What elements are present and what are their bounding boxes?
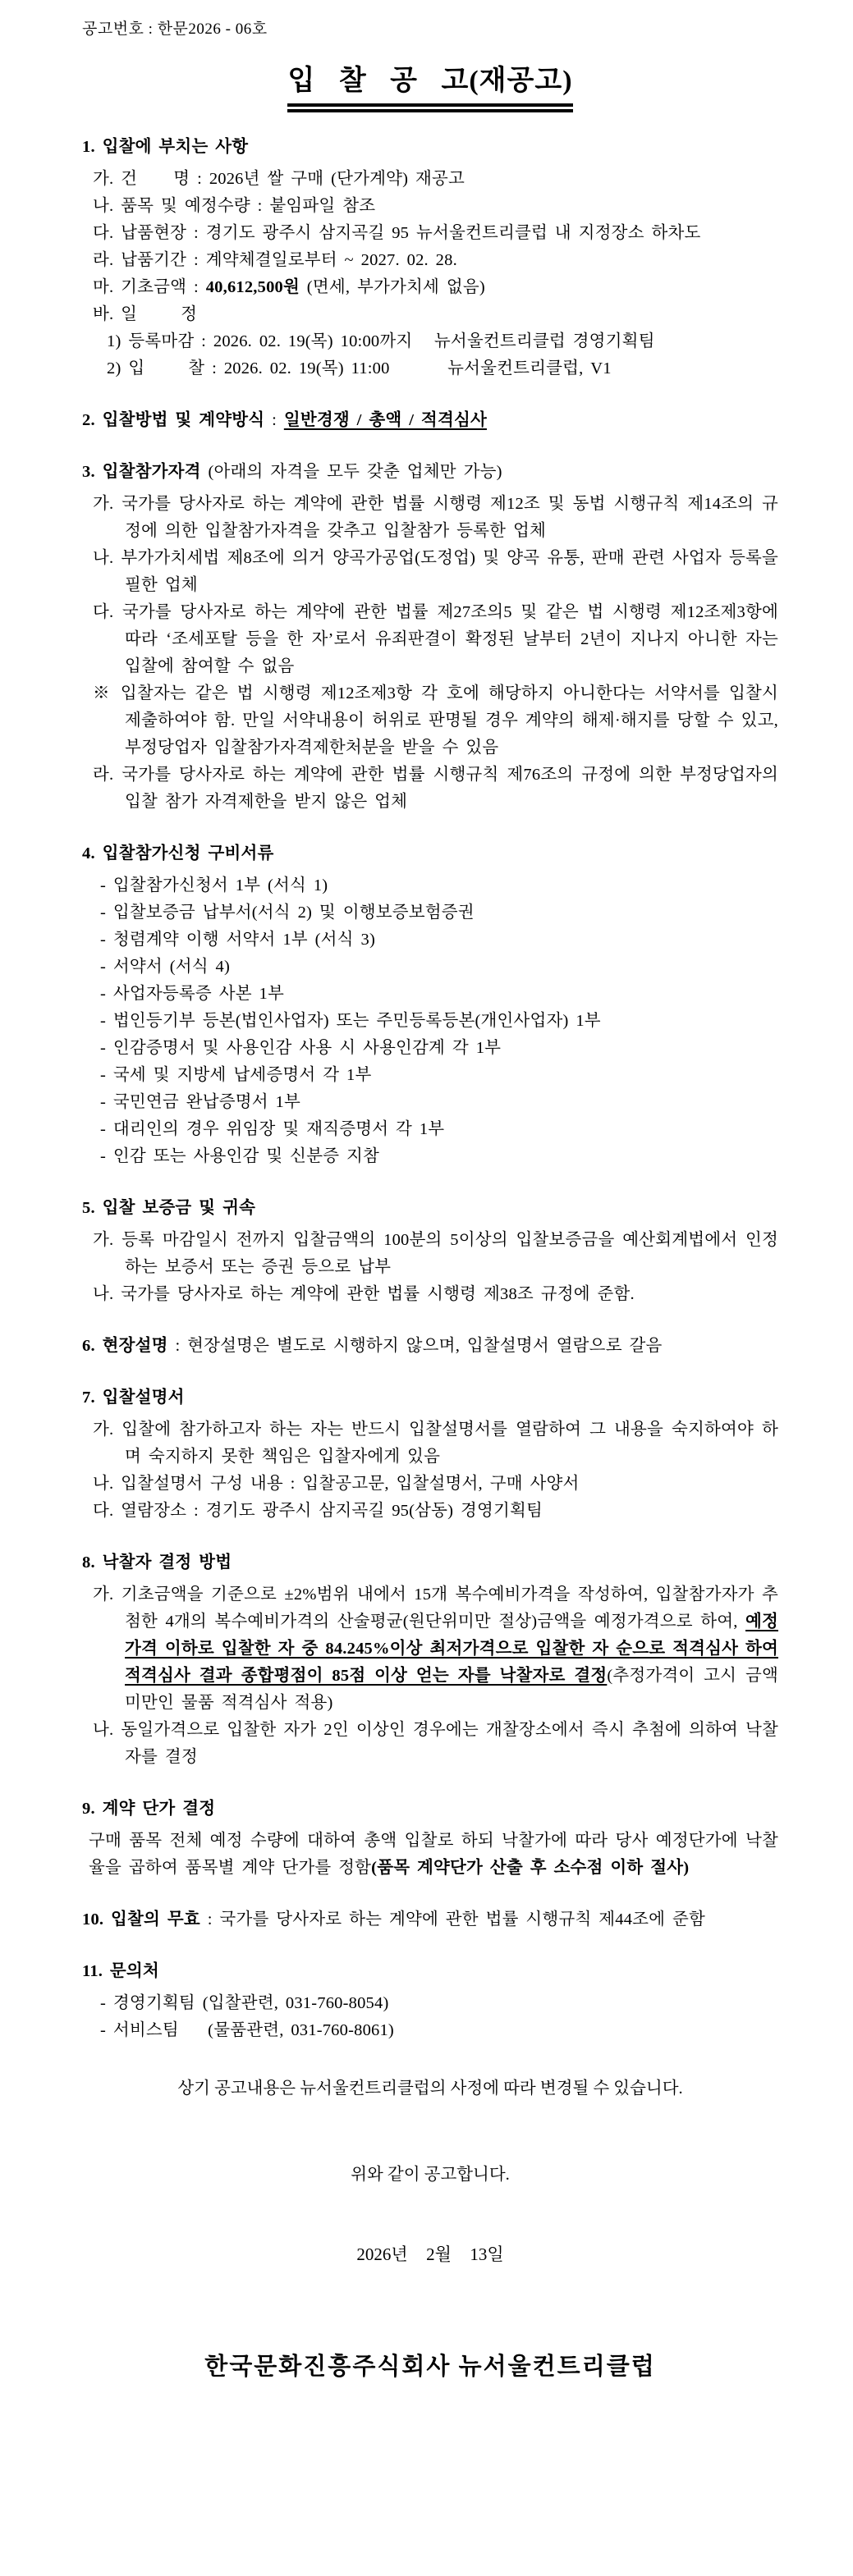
line-label: 가.: [93, 1585, 122, 1604]
text-run: 품목 및 예정수량 : 붙임파일 참조: [121, 197, 376, 215]
line-label: -: [100, 1093, 113, 1111]
text-line: [82, 762, 778, 816]
text-line: [82, 1035, 778, 1062]
text-run: 사업자등록증 사본 1부: [112, 985, 284, 1003]
text-run: 국가를 당사자로 하는 계약에 관한 법률 시행령 제38조 규정에 준함.: [121, 1285, 635, 1303]
section-heading: [82, 1958, 778, 1985]
section: [82, 407, 778, 434]
text-run: 입찰보증금 납부서(서식 2) 및 이행보증보험증권: [112, 904, 475, 922]
line-label: 가.: [93, 170, 122, 188]
section-heading-text: 7. 입찰설명서: [82, 1389, 185, 1407]
text-line: [82, 247, 778, 274]
text-line: [82, 220, 778, 247]
text-line: [82, 301, 778, 328]
text-line: [82, 1498, 778, 1525]
line-label: 라.: [93, 251, 122, 269]
line-label: -: [100, 2021, 113, 2039]
company-name: 한국문화진흥주식회사 뉴서울컨트리클럽: [204, 2354, 656, 2380]
announcement-date: 2026년 2월 13일: [356, 2244, 504, 2264]
section: [82, 1796, 778, 1882]
text-run: 국가를 당사자로 하는 계약에 관한 법률 시행령 제12조 및 동법 시행규칙 제14조의 규정에 의한 입찰참가자격을 갖추고 입찰참가 등록한 업체: [122, 495, 779, 540]
section-heading-text: 4. 입찰참가신청 구비서류: [82, 844, 274, 862]
line-label: -: [100, 1120, 113, 1138]
section: [82, 134, 778, 382]
line-label: 나.: [93, 1285, 122, 1303]
line-label: -: [100, 876, 113, 895]
text-line: [82, 927, 778, 954]
text-run: (추정가격이 고시 금액 미만인 물품 적격심사 적용): [125, 1667, 778, 1712]
line-label: -: [100, 931, 113, 949]
line-label: -: [100, 1147, 113, 1165]
section-heading: [82, 1796, 778, 1823]
section-heading: [82, 1906, 778, 1933]
text-line: [82, 1008, 778, 1035]
line-label: -: [100, 985, 113, 1003]
text-line: [82, 1717, 778, 1771]
section: [82, 1195, 778, 1308]
text-line: [82, 1281, 778, 1308]
text-run: 열람장소 : 경기도 광주시 삼지곡길 95(삼동) 경영기획팀: [121, 1502, 543, 1520]
section-heading-text: 10. 입찰의 무효: [82, 1910, 200, 1929]
text-line: [82, 1227, 778, 1281]
text-run: 입찰에 참가하고자 하는 자는 반드시 입찰설명서를 열람하여 그 내용을 숙지하여야 하며 숙지하지 못한 책임은 입찰자에게 있음: [122, 1421, 778, 1466]
line-label: -: [100, 1066, 113, 1084]
line-label: 다.: [93, 224, 122, 242]
text-run: 일반경쟁 / 총액 / 적격심사: [283, 411, 487, 429]
text-line: [82, 899, 778, 927]
line-label: -: [100, 1012, 113, 1030]
text-line: [82, 193, 778, 220]
text-line: [82, 2017, 778, 2044]
text-line: [82, 1416, 778, 1471]
line-label: -: [100, 958, 113, 976]
text-run: 서비스팀 (물품관련, 031-760-8061): [112, 2021, 394, 2039]
text-run: (품목 계약단가 산출 후 소수점 이하 절사): [371, 1859, 690, 1877]
line-label: 2): [107, 359, 129, 377]
section-heading: [82, 407, 778, 434]
text-run: 기초금액을 기준으로 ±2%범위 내에서 15개 복수예비가격을 작성하여, 입찰참가자가 추첨한 4개의 복수예비가격의 산술평균(원단위미만 절상)금액을 예정가격으로 하여,: [121, 1585, 778, 1631]
sections: [82, 134, 778, 2044]
text-run: 건 명 : 2026년 쌀 구매 (단가계약) 재공고: [121, 170, 465, 188]
line-label: ※: [93, 684, 121, 702]
section-heading-text: 2. 입찰방법 및 계약방식: [82, 411, 265, 429]
text-line: [82, 599, 778, 680]
section: [82, 1333, 778, 1360]
section-heading: [82, 1195, 778, 1222]
text-run: 입찰자는 같은 법 시행령 제12조제3항 각 호에 해당하지 아니한다는 서약서를 입찰시 제출하여야 함. 만일 서약내용이 허위로 판명될 경우 계약의 해제·해지를 당할 수 있고, 부정당업자 입찰참가자격제한처분을 받을 수 있음: [120, 684, 778, 757]
text-line: [82, 328, 778, 355]
text-run: 구매 품목 전체 예정 수량에 대하여 총액 입찰로 하되 낙찰가에 따라 당사 예정단가에 낙찰율을 곱하여 품목별 계약 단가를 정함: [89, 1832, 778, 1877]
section-heading-text: 11. 문의처: [82, 1962, 159, 1980]
section-heading: [82, 1549, 778, 1576]
text-line: [82, 954, 778, 981]
line-label: -: [100, 1039, 113, 1057]
text-line: [82, 1581, 778, 1717]
text-run: : 현장설명은 별도로 시행하지 않으며, 입찰설명서 열람으로 갈음: [167, 1337, 663, 1355]
section: [82, 1958, 778, 2044]
text-run: (면세, 부가가치세 없음): [299, 278, 485, 296]
text-run: 인감 또는 사용인감 및 신분증 지참: [112, 1147, 380, 1165]
line-label: 다.: [93, 1502, 122, 1520]
section-heading: [82, 459, 778, 486]
section: [82, 1906, 778, 1933]
text-run: 예정가격 이하로 입찰한 자 중 84.245%이상 최저가격으로 입찰한 자 순으로 적격심사 하여 적격심사 결과 종합평점이 85점 이상 얻는 자를 낙찰자로 결정: [125, 1613, 778, 1685]
text-line: [82, 545, 778, 599]
line-label: -: [100, 1994, 113, 2012]
text-run: 등록마감 : 2026. 02. 19(목) 10:00까지 뉴서울컨트리클럽 경영기획팀: [128, 332, 655, 350]
line-label: 다.: [93, 603, 122, 621]
footer-change-notice: 상기 공고내용은 뉴서울컨트리클럽의 사정에 따라 변경될 수 있습니다.: [177, 2080, 683, 2098]
line-label: 나.: [93, 1721, 122, 1739]
text-run: 기초금액 :: [121, 278, 206, 296]
text-run: 경영기획팀 (입찰관련, 031-760-8054): [112, 1994, 389, 2012]
section: [82, 1384, 778, 1525]
section-heading: [82, 1333, 778, 1360]
text-run: 국세 및 지방세 납세증명서 각 1부: [112, 1066, 372, 1084]
text-run: 인감증명서 및 사용인감 사용 시 사용인감계 각 1부: [112, 1039, 502, 1057]
section-heading-text: 5. 입찰 보증금 및 귀속: [82, 1199, 256, 1217]
text-line: [82, 1089, 778, 1116]
text-run: 입 찰 : 2026. 02. 19(목) 11:00 뉴서울컨트리클럽, V1: [128, 359, 612, 377]
text-run: 부가가치세법 제8조에 의거 양곡가공업(도정업) 및 양곡 유통, 판매 관련 사업자 등록을 필한 업체: [121, 549, 778, 594]
text-run: 서약서 (서식 4): [112, 958, 231, 976]
text-run: 청렴계약 이행 서약서 1부 (서식 3): [112, 931, 375, 949]
text-line: [82, 1143, 778, 1170]
line-label: 나.: [93, 197, 122, 215]
line-label: 마.: [93, 278, 122, 296]
text-line: [82, 1471, 778, 1498]
section-heading-text: 1. 입찰에 부치는 사항: [82, 138, 249, 156]
title-double-underline: [287, 64, 572, 112]
line-label: 나.: [93, 549, 122, 567]
text-run: 납품현장 : 경기도 광주시 삼지곡길 95 뉴서울컨트리클럽 내 지정장소 하차도: [121, 224, 701, 242]
section-heading-text: 3. 입찰참가자격: [82, 463, 201, 481]
line-label: 라.: [93, 766, 122, 784]
line-label: 가.: [93, 1231, 122, 1249]
text-run: 국가를 당사자로 하는 계약에 관한 법률 시행규칙 제76조의 규정에 의한 부정당업자의 입찰 참가 자격제한을 받지 않은 업체: [122, 766, 778, 811]
text-line: [82, 981, 778, 1008]
text-run: 40,612,500원: [205, 278, 300, 296]
text-line: [82, 1828, 778, 1882]
text-line: [82, 1116, 778, 1143]
text-run: (아래의 자격을 모두 갖춘 업체만 가능): [200, 463, 502, 481]
section: [82, 459, 778, 816]
section-heading-text: 8. 낙찰자 결정 방법: [82, 1553, 232, 1572]
page-title: 입 찰 공 고(재공고): [287, 64, 572, 107]
text-line: [82, 872, 778, 899]
text-run: 입찰참가신청서 1부 (서식 1): [112, 876, 328, 895]
text-line: [82, 491, 778, 545]
notice-number: 공고번호 : 한문2026 - 06호: [82, 21, 268, 38]
line-label: 가.: [93, 495, 122, 513]
line-label: -: [100, 904, 113, 922]
text-run: 동일가격으로 입찰한 자가 2인 이상인 경우에는 개찰장소에서 즉시 추첨에 의하여 낙찰자를 결정: [121, 1721, 778, 1766]
text-run: 국민연금 완납증명서 1부: [112, 1093, 300, 1111]
line-label: 나.: [93, 1475, 122, 1493]
text-run: 대리인의 경우 위임장 및 재직증명서 각 1부: [112, 1120, 445, 1138]
text-line: [82, 680, 778, 762]
line-label: 바.: [93, 305, 122, 323]
section-heading-text: 6. 현장설명: [82, 1337, 168, 1355]
text-run: 국가를 당사자로 하는 계약에 관한 법률 제27조의5 및 같은 법 시행령 제12조제3항에 따라 ‘조세포탈 등을 한 자’로서 유죄판결이 확정된 날부터 2년이 지나지 아니한 자는 입찰에 참여할 수 없음: [122, 603, 778, 675]
text-run: 법인등기부 등본(법인사업자) 또는 주민등록등본(개인사업자) 1부: [112, 1012, 601, 1030]
text-line: [82, 1062, 778, 1089]
closing-statement: 위와 같이 공고합니다.: [351, 2166, 510, 2184]
text-run: :: [264, 411, 284, 429]
section-heading-text: 9. 계약 단가 결정: [82, 1800, 216, 1818]
line-label: 가.: [93, 1421, 122, 1439]
section-heading: [82, 134, 778, 161]
title-block: [82, 64, 778, 112]
text-line: [82, 166, 778, 193]
text-run: 등록 마감일시 전까지 입찰금액의 100분의 5이상의 입찰보증금을 예산회계법에서 인정하는 보증서 또는 증권 등으로 납부: [122, 1231, 778, 1276]
text-run: 일 정: [121, 305, 198, 323]
section: [82, 1549, 778, 1771]
text-run: : 국가를 당사자로 하는 계약에 관한 법률 시행규칙 제44조에 준함: [199, 1910, 706, 1929]
section-heading: [82, 1384, 778, 1412]
text-line: [82, 1990, 778, 2017]
text-line: [82, 355, 778, 382]
section: [82, 840, 778, 1170]
text-line: [82, 274, 778, 301]
text-run: 납품기간 : 계약체결일로부터 ~ 2027. 02. 28.: [121, 251, 457, 269]
line-label: 1): [107, 332, 129, 350]
section-heading: [82, 840, 778, 867]
text-run: 입찰설명서 구성 내용 : 입찰공고문, 입찰설명서, 구매 사양서: [121, 1475, 580, 1493]
